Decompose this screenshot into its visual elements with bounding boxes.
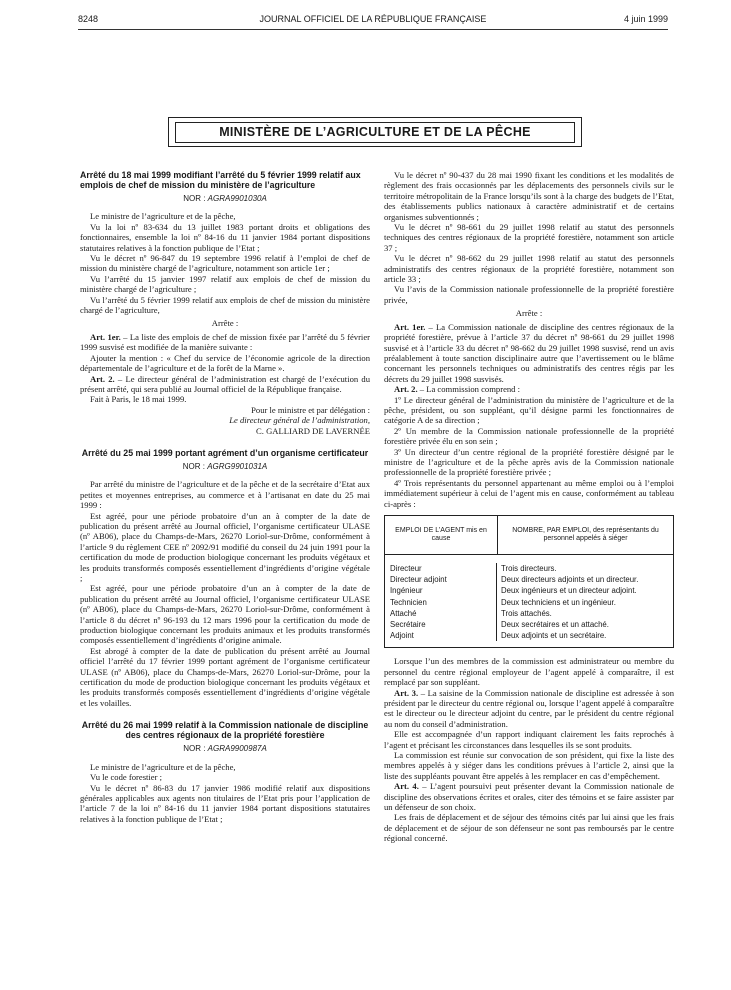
table-body <box>385 555 673 647</box>
paragraph: Vu le code forestier ; <box>90 772 163 783</box>
arrete-2-nor: NOR : AGRG9901031A <box>182 461 268 471</box>
paragraph: Par arrêté du ministre de l’agriculture et de la pêche et de la secrétaire d’Etat aux petites et moyennes entreprises, au commerce et à l’artisanat en date du 25 mai 1999 : <box>80 479 370 511</box>
paragraph: Fait à Paris, le 18 mai 1999. <box>90 394 187 405</box>
table-cell-nombre: Trois attachés. <box>501 608 552 618</box>
list-item: 4º Trois représentants du personnel appartenant au même emploi ou à l’emploi immédiatement supérieur à celui de l’agent mis en cause, conformément au tableau ci-après : <box>384 477 674 509</box>
paragraph: Vu la loi nº 83-634 du 13 juillet 1983 portant droits et obligations des fonctionnaires, ensemble la loi nº 84-16 du 11 janvier 1984 portant dispositions statutaires relatives à la fonction publique de l’Etat ; <box>80 221 370 253</box>
paragraph: Est agréé, pour une période probatoire d’un an à compter de la date de publication du présent arrêté au Journal officiel, l’organisme certificateur ULASE (nº AB06), place du Champs-de-Mars, 26270 Loriol-sur-Drôme, conformément à l’article 8 du décret nº 96-193 du 12 mars 1996 pour la certification du mode de production biologique concernant les produits animaux et les produits transformés composés essentiellement d’ingrédients d’origine animale. <box>80 583 370 646</box>
paragraph: Vu le décret nº 90-437 du 28 mai 1990 fixant les conditions et les modalités de règlement des frais occasionnés par les déplacements des personnels civils sur le territoire métropolitain de la France lorsqu’ils sont à la charge des budgets de l’Etat, des établissements publics nationaux à caractère administratif et de certains organismes subventionnés ; <box>384 170 674 222</box>
article-2: Art. 2. – Le directeur général de l’administration est chargé de l’exécution du présent arrêté, qui sera publié au Journal officiel de la République française. <box>80 373 370 394</box>
article-2: Art. 2. – La commission comprend : <box>394 384 521 395</box>
paragraph: Vu l’avis de la Commission nationale professionnelle de la propriété forestière privée, <box>384 284 674 305</box>
arrete-label: Arrête : <box>515 308 543 319</box>
table-cell-emploi: Directeur adjoint <box>390 575 447 585</box>
article-3: Art. 3. – La saisine de la Commission nationale de discipline est adressée à son président par le directeur du centre régional ou, lorsque l’agent appelé à comparaître est le directeur ou le directeur adjoint du centre, par le président du centre régional au nom du conseil d’administration. <box>384 687 675 729</box>
paragraph: Vu le décret nº 86-83 du 17 janvier 1986 modifié relatif aux dispositions générales applicables aux agents non titulaires de l’Etat pris pour l’application de l’article 7 de la loi nº 84-16 du 11 janvier 1984 portant dispositions statutaires relatives à la fonction publique de l’Etat ; <box>80 782 370 824</box>
paragraph: Vu le décret nº 96-847 du 19 septembre 1996 relatif à l’emploi de chef de mission du ministère chargé de l’agriculture, notamment son article 1er ; <box>80 253 370 274</box>
list-item: 1º Le directeur général de l’administration du ministère de l’agriculture et de la pêche, président, ou son suppléant, qu’il désigne parmi les fonctionnaires de catégorie A de sa direction ; <box>384 394 674 426</box>
paragraph: Le ministre de l’agriculture et de la pêche, <box>90 761 236 772</box>
list-item: 3º Un directeur d’un centre régional de la propriété forestière désigné par le ministre de l’agriculture et de la pêche après avis de la Commission nationale professionnelle de la propriété forestière privée ; <box>384 446 674 478</box>
article-1: Art. 1er. – La Commission nationale de discipline des centres régionaux de la propriété forestière, prévue à l’article 37 du décret nº 98-661 du 29 juillet 1998 susvisé et à l’article 33 du décret nº 98-662 du 29 juillet 1998 susvisé, rend un avis préalablement à toute sanction disciplinaire autre que l’avertissement ou le blâme concernant les personnels techniques ou administratifs des centres régis par les décrets du 29 juillet 1998 susvisés. <box>384 321 675 384</box>
paragraph: Est abrogé à compter de la date de publication du présent arrêté au Journal officiel l’arrêté du 17 février 1999 portant agrément de l’organisme certificateur ULASE (nº AB06), place du Champs-de-Mars, 26270 Loriol-sur-Drôme, pour la certification du mode de production biologique concernant les produits végétaux et les produits transformés composés essentiellement d’ingrédients d’origine végétale et les volailles. <box>80 645 370 708</box>
article-4: Art. 4. – L’agent poursuivi peut présenter devant la Commission nationale de discipline des observations écrites et orales, citer des témoins et se faire assister par un défenseur de son choix. <box>384 781 674 812</box>
paragraph: Le ministre de l’agriculture et de la pêche, <box>90 211 236 222</box>
page-number: 8248 <box>78 14 99 24</box>
table-cell-nombre: Deux ingénieurs et un directeur adjoint. <box>501 586 637 596</box>
right-column <box>384 170 674 844</box>
ministry-title: MINISTÈRE DE L’AGRICULTURE ET DE LA PÊCHE <box>175 122 575 143</box>
signature-title: Le directeur général de l’administration, <box>229 415 370 426</box>
table-cell-emploi: Attaché <box>390 608 417 618</box>
paragraph: Est agréé, pour une période probatoire d’un an à compter de la date de publication du présent arrêté au Journal officiel, l’organisme certificateur ULASE (nº AB06), place du Champs-de-Mars, 26270 Loriol-sur-Drôme, conformément à l’article 9 du règlement CEE nº 2092/91 modifié du conseil du 24 juin 1991 pour la certification du mode de production biologique concernant les produits végétaux et les produits transformés composés essentiellement d’ingrédients d’origine végétale ; <box>80 510 370 583</box>
paragraph: Lorsque l’un des membres de la commission est administrateur ou membre du personnel du centre régional employeur de l’agent appelé à comparaître, il est remplacé par son suppléant. <box>384 656 674 688</box>
issue-date: 4 juin 1999 <box>623 14 668 24</box>
ministry-banner <box>168 117 582 147</box>
page-header <box>78 14 668 28</box>
arrete-label: Arrête : <box>211 318 239 329</box>
left-column <box>80 170 370 824</box>
arrete-3-title: Arrêté du 26 mai 1999 relatif à la Commission nationale de discipline des centres régionaux de la propriété forestière <box>81 720 369 741</box>
paragraph: Les frais de déplacement et de séjour des témoins cités par lui ainsi que les frais de déplacement et de séjour de son défenseur ne sont pas remboursés par le centre régional concerné. <box>384 812 674 844</box>
journal-title: JOURNAL OFFICIEL DE LA RÉPUBLIQUE FRANÇAISE <box>259 14 487 24</box>
signature-line: Pour le ministre et par délégation : <box>251 404 370 415</box>
table-header-nombre: NOMBRE, PAR EMPLOI, des représentants du personnel appelés à siéger <box>512 526 659 542</box>
signature-name: C. GALLIARD DE LAVERNÉE <box>256 425 370 436</box>
paragraph: Vu le décret nº 98-662 du 29 juillet 1998 relatif au statut des personnels administratifs des centres régionaux de la propriété forestière, notamment son article 33 ; <box>384 253 674 285</box>
representatives-table <box>384 515 674 648</box>
list-item: 2º Un membre de la Commission nationale professionnelle de la propriété forestière privée élu en son sein ; <box>384 425 674 447</box>
table-header <box>385 516 673 555</box>
table-cell-emploi: Ingénieur <box>390 586 423 596</box>
paragraph: Ajouter la mention : « Chef du service de l’économie agricole de la direction départementale de l’agriculture et de la forêt de la Marne ». <box>80 352 370 374</box>
table-cell-nombre: Deux adjoints et un secrétaire. <box>501 631 607 641</box>
header-rule <box>78 29 668 30</box>
table-cell-nombre: Trois directeurs. <box>501 564 557 573</box>
arrete-1-title: Arrêté du 18 mai 1999 modifiant l’arrêté du 5 février 1999 relatif aux emplois de chef de mission du ministère de l’agriculture <box>80 170 361 190</box>
table-cell-emploi: Technicien <box>390 597 427 607</box>
table-cell-emploi: Adjoint <box>390 631 414 641</box>
paragraph: Vu l’arrêté du 5 février 1999 relatif aux emplois de chef de mission du ministère chargé de l’agriculture, <box>80 294 370 316</box>
table-header-emploi: EMPLOI DE L’AGENT mis en cause <box>385 516 498 554</box>
paragraph: Vu l’arrêté du 15 janvier 1997 relatif aux emplois de chef de mission du ministère chargé de l’agriculture ; <box>80 273 370 295</box>
paragraph: Vu le décret nº 98-661 du 29 juillet 1998 relatif au statut des personnels techniques des centres régionaux de la propriété forestière, notamment son article 37 ; <box>384 222 674 253</box>
paragraph: La commission est réunie sur convocation de son président, qui fixe la liste des membres appelés à y siéger dans les conditions prévues à l’article 2, ainsi que la liste des suppléants pouvant être appelés à les remplacer en cas d’empêchement. <box>384 749 674 781</box>
table-cell-nombre: Deux techniciens et un ingénieur. <box>501 597 616 607</box>
table-cell-nombre: Deux directeurs adjoints et un directeur. <box>501 575 639 585</box>
arrete-3-nor: NOR : AGRA9900987A <box>183 744 267 754</box>
arrete-1-nor: NOR : AGRA9901030A <box>183 194 267 203</box>
table-cell-emploi: Secrétaire <box>390 619 426 629</box>
article-1: Art. 1er. – La liste des emplois de chef de mission fixée par l’arrêté du 5 février 1999 susvisé est modifiée de la manière suivante : <box>80 331 370 353</box>
table-cell-nombre: Deux secrétaires et un attaché. <box>501 619 609 629</box>
table-cell-emploi: Directeur <box>390 564 422 573</box>
paragraph: Elle est accompagnée d’un rapport indiquant clairement les faits reprochés à l’agent et précisant les circonstances dans lesquelles ils se sont produits. <box>384 729 674 750</box>
arrete-2-title: Arrêté du 25 mai 1999 portant agrément d’un organisme certificateur <box>81 447 369 458</box>
